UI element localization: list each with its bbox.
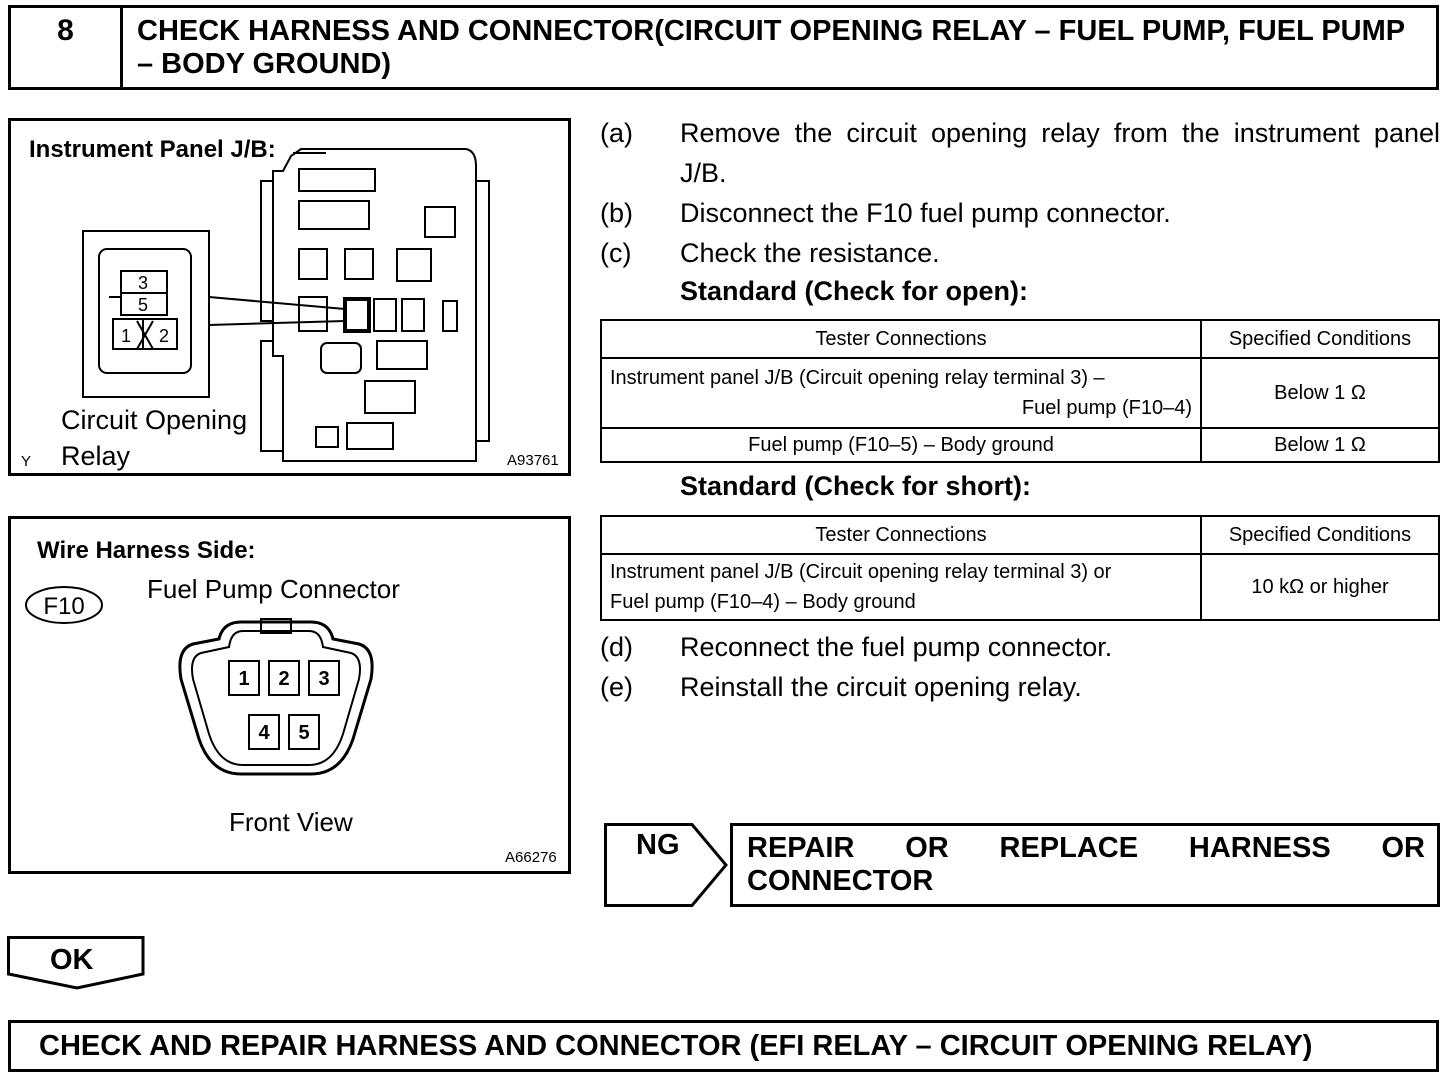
figure-title: Instrument Panel J/B: xyxy=(29,136,276,163)
connector-pin-label: 1 xyxy=(238,668,250,690)
step-text: Reinstall the circuit opening relay. xyxy=(680,672,1082,702)
figure-instrument-panel-jb xyxy=(8,118,571,476)
table-row xyxy=(601,358,1439,428)
relay-pin-label: 1 xyxy=(121,326,132,346)
standard-open-title: Standard (Check for open): xyxy=(680,276,1029,306)
next-step-box xyxy=(8,1020,1439,1072)
standard-short-title: Standard (Check for short): xyxy=(680,471,1032,501)
ng-branch xyxy=(604,823,730,907)
table-header: Specified Conditions xyxy=(1201,516,1439,554)
table-standard-short xyxy=(600,515,1440,621)
table-cell: 10 kΩ or higher xyxy=(1201,554,1439,620)
figure-fuel-pump-connector xyxy=(8,516,571,874)
step-number: 8 xyxy=(11,8,123,87)
ng-label: NG xyxy=(636,829,680,861)
table-cell: Fuel pump (F10–5) – Body ground xyxy=(601,428,1201,462)
connector-pin-label: 3 xyxy=(318,668,330,690)
figure-id: A93761 xyxy=(507,452,559,469)
table-cell: Below 1 Ω xyxy=(1201,428,1439,462)
table-header: Tester Connections xyxy=(601,516,1201,554)
view-caption: Front View xyxy=(229,807,353,837)
relay-pin-label: 3 xyxy=(138,273,149,293)
connector-pin-label: 4 xyxy=(258,722,270,744)
table-cell: Instrument panel J/B (Circuit opening relay terminal 3) or xyxy=(610,561,1112,583)
table-row xyxy=(601,554,1439,620)
table-header: Tester Connections xyxy=(601,320,1201,358)
table-cell: Fuel pump (F10–4) xyxy=(1021,397,1192,419)
step-letter: (c) xyxy=(600,238,632,268)
ng-result-text: REPAIR OR REPLACE HARNESS OR CONNECTOR xyxy=(747,832,1425,897)
step-letter: (e) xyxy=(600,672,633,702)
relay-pin-label: 2 xyxy=(159,326,170,346)
step-title: CHECK HARNESS AND CONNECTOR(CIRCUIT OPENING RELAY – FUEL PUMP, FUEL PUMP – BODY GROUND) xyxy=(137,15,1405,80)
table-header: Specified Conditions xyxy=(1201,320,1439,358)
ng-result-box xyxy=(730,823,1440,907)
connector-pin-label: 2 xyxy=(278,668,290,690)
next-step-text: CHECK AND REPAIR HARNESS AND CONNECTOR (EFI RELAY – CIRCUIT OPENING RELAY) xyxy=(39,1030,1313,1062)
relay-caption-line2: Relay xyxy=(61,441,131,471)
step-text: Reconnect the fuel pump connector. xyxy=(680,632,1113,662)
figure-id: A66276 xyxy=(505,849,557,866)
step-letter: (b) xyxy=(600,198,633,228)
step-text: Check the resistance. xyxy=(680,238,940,268)
table-cell: Fuel pump (F10–4) – Body ground xyxy=(610,591,916,613)
step-text: Remove the circuit opening relay from the instrument panel J/B. xyxy=(680,118,1440,188)
corner-mark: Y xyxy=(21,453,32,470)
connector-pin-label: 5 xyxy=(298,722,310,744)
step-letter: (a) xyxy=(600,118,633,148)
table-cell: Below 1 Ω xyxy=(1201,358,1439,428)
step-letter: (d) xyxy=(600,632,633,662)
figure-title: Wire Harness Side: xyxy=(37,537,256,564)
connector-code: F10 xyxy=(43,593,85,620)
table-standard-open xyxy=(600,319,1440,463)
relay-pin-label: 5 xyxy=(138,295,149,315)
ok-label: OK xyxy=(50,944,94,976)
step-header xyxy=(8,5,1439,90)
table-row xyxy=(601,428,1439,462)
connector-name: Fuel Pump Connector xyxy=(147,574,400,604)
table-cell: Instrument panel J/B (Circuit opening relay terminal 3) – xyxy=(610,367,1105,389)
relay-caption-line1: Circuit Opening xyxy=(61,405,248,435)
step-text: Disconnect the F10 fuel pump connector. xyxy=(680,198,1171,228)
